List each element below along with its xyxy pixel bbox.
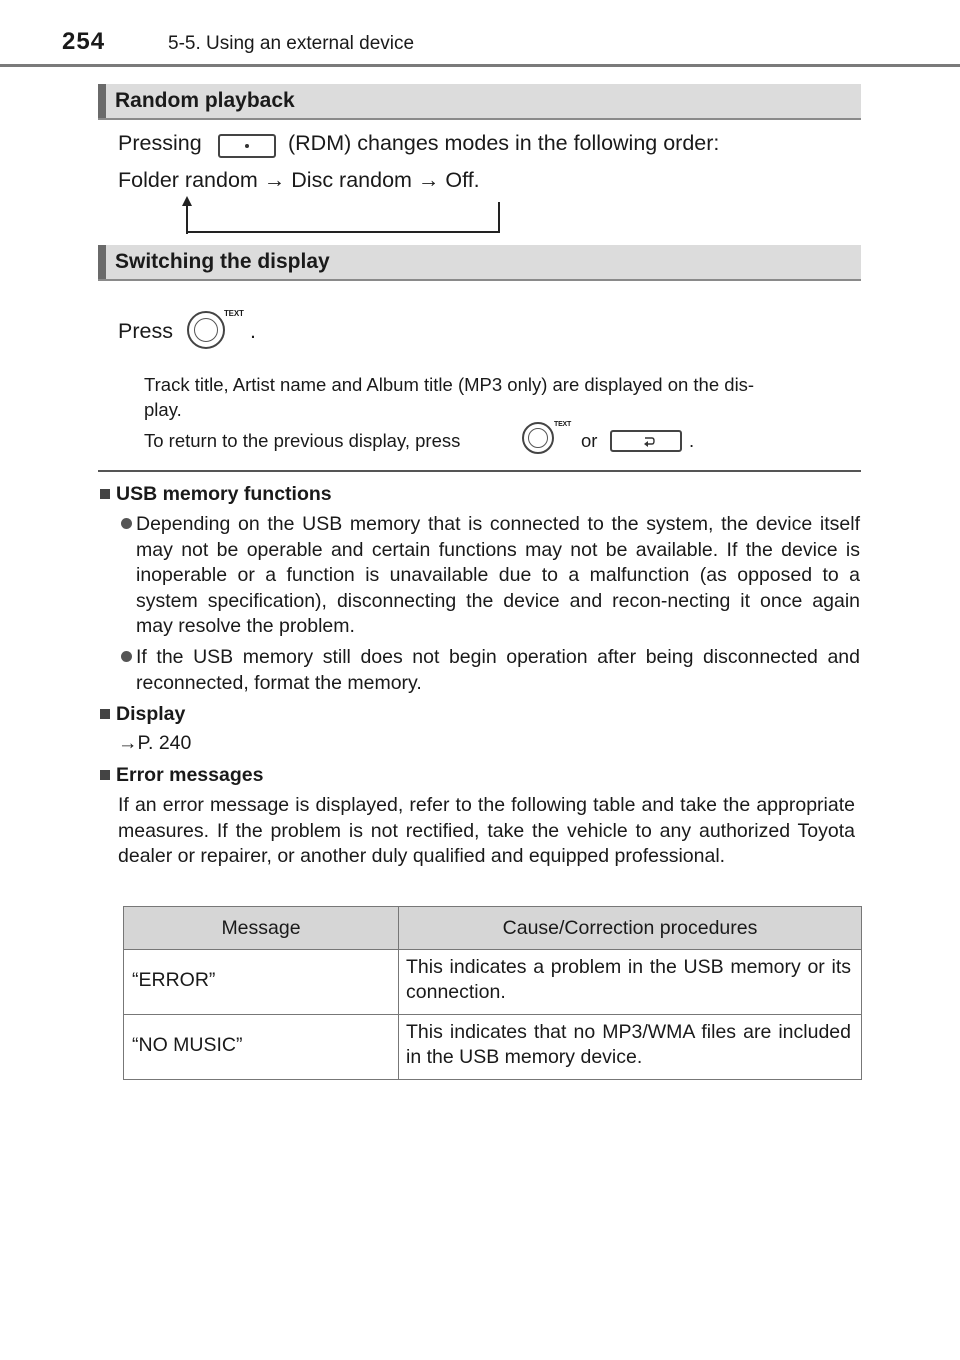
text-knob-label: TEXT (554, 421, 572, 428)
section-divider (98, 470, 861, 472)
round-bullet-icon (121, 651, 132, 662)
press-instruction-pre: Press (118, 319, 173, 343)
message-cell: “NO MUSIC” (124, 1015, 399, 1080)
rdm-button-icon (218, 134, 276, 158)
cause-cell: This indicates a problem in the USB memory or its connection. (399, 950, 862, 1015)
table-row (124, 1015, 862, 1080)
display-description-line1: Track title, Artist name and Album title (MP3 only) are displayed on the dis- (144, 374, 755, 395)
page-number: 254 (62, 28, 106, 55)
round-bullet-icon (121, 518, 132, 529)
note-heading-usb (100, 483, 332, 506)
error-message-table (123, 906, 862, 1080)
cycle-arrow-icon (178, 196, 508, 236)
square-bullet-icon (100, 770, 110, 780)
section-accent (98, 245, 106, 279)
cause-cell: This indicates that no MP3/WMA files are included in the USB memory device. (399, 1015, 862, 1080)
return-arrow-icon (642, 435, 656, 448)
return-instruction-or: or (581, 430, 598, 451)
display-page-reference: →P. 240 (118, 732, 192, 754)
usb-note-bullet-2: If the USB memory still does not begin operation after being disconnected and reconnected, format the memory. (136, 646, 860, 694)
table-header-row (124, 907, 862, 950)
column-header-message: Message (124, 907, 399, 950)
note-heading-errors (100, 764, 263, 787)
square-bullet-icon (100, 709, 110, 719)
usb-note-bullet-1: Depending on the USB memory that is connected to the system, the device itself may not be operable and certain functions may not be available. If the device is inoperable or a function is unavailable due to a malfunction (as opposed to a system specification), disconnecting the device and recon-necting it once again may resolve the problem. (136, 513, 860, 637)
rdm-instruction-pre: Pressing (118, 131, 202, 155)
text-knob-icon (522, 422, 554, 454)
column-header-cause: Cause/Correction procedures (399, 907, 862, 950)
back-button-icon (610, 430, 682, 452)
section-heading-switching-display (98, 245, 861, 281)
note-heading-label: USB memory functions (116, 483, 332, 505)
display-description-line2: play. (144, 399, 182, 420)
return-instruction-pre: To return to the previous display, press (144, 430, 461, 451)
chapter-title: 5-5. Using an external device (168, 33, 415, 54)
text-knob-icon (187, 311, 225, 349)
section-heading-random-playback (98, 84, 861, 120)
section-heading-label: Random playback (115, 89, 295, 112)
section-accent (98, 84, 106, 118)
text-knob-label: TEXT (224, 309, 244, 318)
error-messages-intro: If an error message is displayed, refer to the following table and take the appropriate measures. If the problem is not rectified, take the vehicle to any authorized Toyota dealer or repairer, or another duly qualified and equipped professional. (118, 794, 855, 867)
square-bullet-icon (100, 489, 110, 499)
header-rule (0, 64, 960, 67)
note-heading-display (100, 703, 185, 726)
section-heading-label: Switching the display (115, 250, 330, 273)
note-heading-label: Error messages (116, 764, 264, 786)
note-heading-label: Display (116, 703, 186, 725)
message-cell: “ERROR” (124, 950, 399, 1015)
press-instruction-post: . (250, 319, 256, 343)
random-mode-order: Folder random → Disc random → Off. (118, 168, 480, 192)
return-instruction-post: . (689, 430, 695, 451)
rdm-instruction-post: (RDM) changes modes in the following order: (288, 131, 720, 155)
table-row (124, 950, 862, 1015)
